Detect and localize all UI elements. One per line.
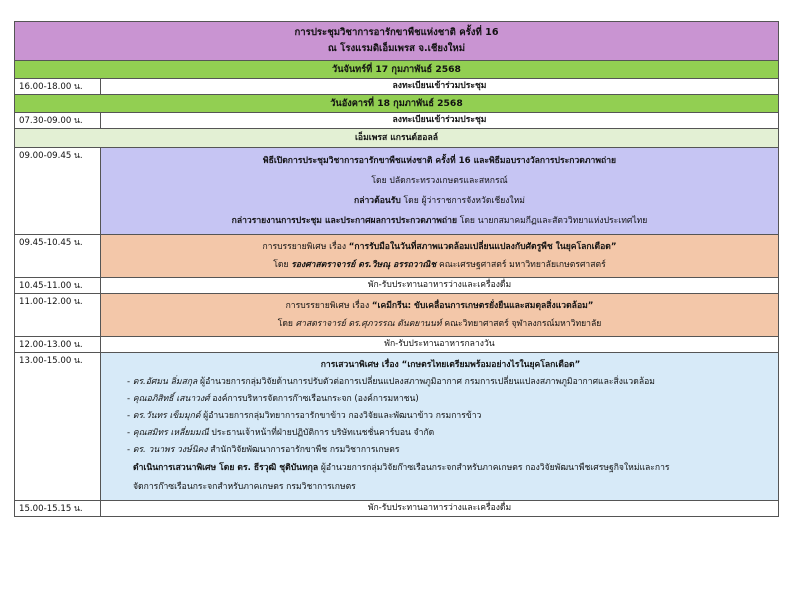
schedule-table <box>14 21 779 517</box>
by-prefix: โดย <box>277 319 296 329</box>
panel-discussion-cell <box>101 353 779 501</box>
lecture-prefix: การบรรยายพิเศษ เรื่อง <box>285 301 372 311</box>
welcome-label: กล่าวต้อนรับ <box>354 196 401 206</box>
bullet: - <box>127 445 133 455</box>
conference-title-line1: การประชุมวิชาการอารักขาพืชแห่งชาติ ครั้งที่ 16 <box>294 27 499 38</box>
welcome-line <box>105 191 774 211</box>
bullet: - <box>127 394 133 404</box>
panelist-role: ผู้อำนวยการกลุ่มวิทยาการอารักขาข้าว กองวิจัยและพัฒนาข้าว กรมการข้าว <box>200 411 482 421</box>
lecture-1-affiliation: คณะเศรษฐศาสตร์ มหาวิทยาลัยเกษตรศาสตร์ <box>436 260 606 270</box>
panelist-item <box>127 425 774 442</box>
lecture-2-title: “เคมีกรีน: ขับเคลื่อนการเกษตรยั่งยืนและสมดุลสิ่งแวดล้อม” <box>371 301 594 311</box>
moderator-role: ผู้อำนวยการกลุ่มวิจัยก๊าซเรือนกระจกสำหรับภาคเกษตร กองวิจัยพัฒนาพืชเศรษฐกิจใหม่และการ <box>318 463 670 473</box>
time-cell: 10.45-11.00 น. <box>15 278 101 294</box>
panelist-item <box>127 391 774 408</box>
opening-ceremony-cell <box>101 148 779 235</box>
time-cell: 09.45-10.45 น. <box>15 235 101 278</box>
moderator-label: ดำเนินการเสวนาพิเศษ โดย ดร. ธีรวุฒิ ชุติบันทกุล <box>133 463 319 473</box>
time-cell: 12.00-13.00 น. <box>15 337 101 353</box>
panelist-role: ผู้อำนวยการกลุ่มวิจัยด้านการปรับตัวต่อการเปลี่ยนแปลงสภาพภูมิอากาศ กรมการเปลี่ยนแปลงสภาพภูมิอากาศและสิ่งแวดล้อม <box>197 377 655 387</box>
table-row <box>15 79 779 95</box>
title-row <box>15 22 779 61</box>
panelist-name: คุณสมิทร เหลี่ยมมณี <box>132 428 209 438</box>
conference-title <box>15 22 779 61</box>
day1-header-row <box>15 61 779 79</box>
venue-row <box>15 129 779 148</box>
table-row <box>15 337 779 353</box>
table-row <box>15 278 779 294</box>
special-lecture-2-cell <box>101 294 779 337</box>
time-cell: 15.00-15.15 น. <box>15 501 101 517</box>
bullet: - <box>127 377 133 387</box>
lecture-1-topic <box>105 238 774 256</box>
table-row <box>15 113 779 129</box>
report-label: กล่าวรายงานการประชุม และประกาศผลการประกวดภาพถ่าย <box>231 216 457 226</box>
by-prefix: โดย <box>273 260 292 270</box>
panelist-item <box>127 442 774 459</box>
conference-venue-line: ณ โรงแรมดิเอ็มเพรส จ.เชียงใหม่ <box>327 43 466 54</box>
panelist-name: ดร.วันทร เข็มมุกด์ <box>132 411 201 421</box>
moderator-line <box>127 459 774 478</box>
day2-date: วันอังคารที่ 18 กุมภาพันธ์ 2568 <box>15 95 779 113</box>
registration-activity: ลงทะเบียนเข้าร่วมประชุม <box>101 113 779 129</box>
welcome-by: โดย ผู้ว่าราชการจังหวัดเชียงใหม่ <box>400 196 525 206</box>
break-activity: พัก-รับประทานอาหารว่างและเครื่องดื่ม <box>101 501 779 517</box>
moderator-role-continued: จัดการก๊าซเรือนกระจกสำหรับภาคเกษตร กรมวิชาการเกษตร <box>133 482 356 492</box>
report-line <box>105 211 774 231</box>
opening-title: พิธีเปิดการประชุมวิชาการอารักขาพืชแห่งชาติ ครั้งที่ 16 และพิธีมอบรางวัลการประกวดภาพถ่าย <box>262 156 617 166</box>
bullet: - <box>127 411 133 421</box>
venue-name: เอ็มเพรส แกรนด์ฮอลล์ <box>15 129 779 148</box>
day2-header-row <box>15 95 779 113</box>
panelist-item <box>127 408 774 425</box>
opening-by: โดย ปลัดกระทรวงเกษตรและสหกรณ์ <box>371 176 508 186</box>
time-cell: 16.00-18.00 น. <box>15 79 101 95</box>
lecture-2-topic <box>105 297 774 315</box>
lecture-2-affiliation: คณะวิทยาศาสตร์ จุฬาลงกรณ์มหาวิทยาลัย <box>441 319 602 329</box>
report-by: โดย นายกสมาคมกีฏและสัตววิทยาแห่งประเทศไทย <box>457 216 648 226</box>
lecture-1-speaker-line <box>105 256 774 274</box>
lecture-1-title: “การรับมือในวันที่สภาพแวดล้อมเปลี่ยนแปลงกับศัตรูพืช ในยุคโลกเดือด” <box>348 242 617 252</box>
registration-activity: ลงทะเบียนเข้าร่วมประชุม <box>101 79 779 95</box>
bullet: - <box>127 428 133 438</box>
lecture-1-speaker: รองศาสตราจารย์ ดร.วิษณุ อรรถวาณิช <box>291 260 437 270</box>
panelist-name: ดร.อัศมน ลิ่มสกุล <box>132 377 198 387</box>
time-cell: 13.00-15.00 น. <box>15 353 101 501</box>
break-activity: พัก-รับประทานอาหารว่างและเครื่องดื่ม <box>101 278 779 294</box>
table-row <box>15 294 779 337</box>
lecture-2-speaker-line <box>105 315 774 333</box>
lunch-activity: พัก-รับประทานอาหารกลางวัน <box>101 337 779 353</box>
panelist-role: สำนักวิจัยพัฒนาการอารักขาพืช กรมวิชาการเกษตร <box>207 445 400 455</box>
panelist-name: คุณอภิสิทธิ์ เสนาวงศ์ <box>132 394 210 404</box>
panelist-name: ดร. วนาพร วงษ์นิคง <box>132 445 208 455</box>
time-cell: 11.00-12.00 น. <box>15 294 101 337</box>
panel-title: การเสวนาพิเศษ เรื่อง “เกษตรไทยเตรียมพร้อมอย่างไรในยุคโลกเดือด” <box>320 360 581 370</box>
table-row <box>15 148 779 235</box>
day1-date: วันจันทร์ที่ 17 กุมภาพันธ์ 2568 <box>15 61 779 79</box>
table-row <box>15 353 779 501</box>
time-cell: 07.30-09.00 น. <box>15 113 101 129</box>
table-row <box>15 235 779 278</box>
panelist-item <box>127 374 774 391</box>
table-row <box>15 501 779 517</box>
special-lecture-1-cell <box>101 235 779 278</box>
lecture-2-speaker: ศาสตราจารย์ ดร.ศุภวรรณ ตันตยานนท์ <box>295 319 442 329</box>
lecture-prefix: การบรรยายพิเศษ เรื่อง <box>262 242 349 252</box>
panelist-role: องค์การบริหารจัดการก๊าซเรือนกระจก (องค์การมหาชน) <box>209 394 419 404</box>
panelist-role: ประธานเจ้าหน้าที่ฝ่ายปฏิบัติการ บริษัทเนชชั่นคาร์บอน จำกัด <box>208 428 435 438</box>
time-cell: 09.00-09.45 น. <box>15 148 101 235</box>
